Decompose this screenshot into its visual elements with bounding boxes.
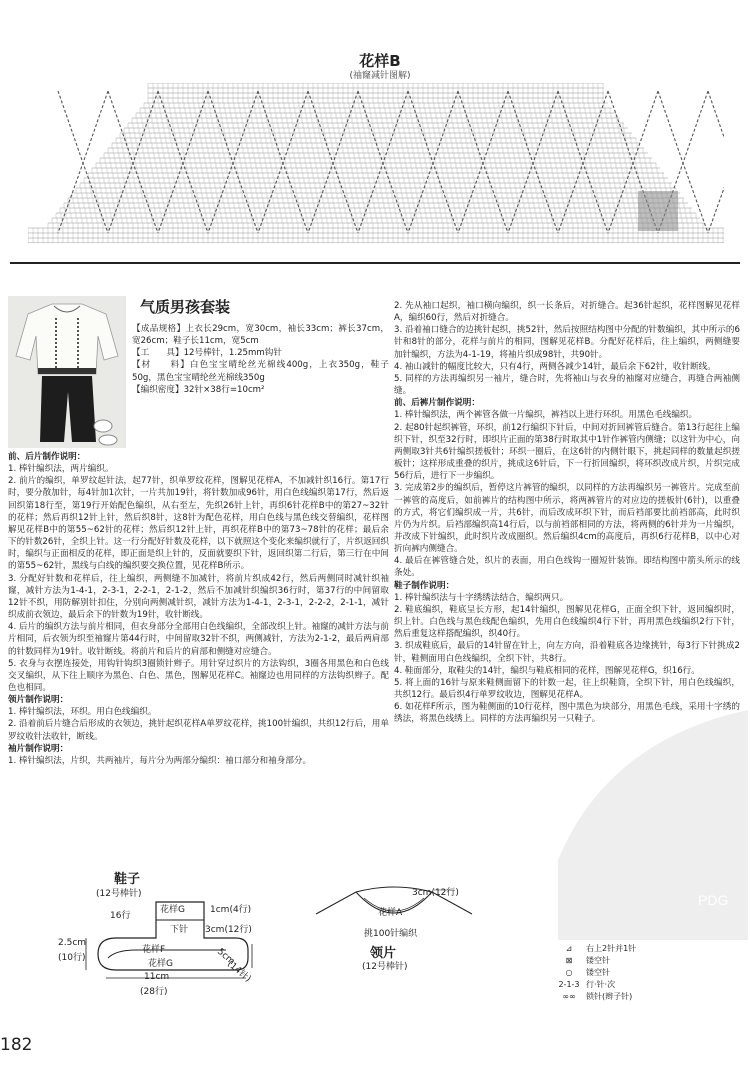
instruction-paragraph: 3. 织成鞋底后，最后的14针留在针上，向左方向，沿着鞋底各边缘挑针，每3行下针挑成2针，鞋侧面用白色线编织，全织下针，共8行。 [394, 641, 740, 664]
section-heading: 领片制作说明： [8, 695, 69, 706]
instruction-paragraph: 4. 鞋面部分，取鞋尖的14针，编织与鞋底相同的花样，图解见花样G，织16行。 [394, 665, 700, 676]
chart-grid-mark [708, 91, 724, 233]
instruction-paragraph: 1. 棒针编织法，片织，共两袖片，每片分为两部分编织：袖口部分和袖身部分。 [8, 755, 312, 766]
chart-grid-mark [308, 91, 358, 233]
watermark [548, 700, 748, 950]
symbol-mark-icon: ∞∞ [562, 991, 576, 1001]
product-photo [8, 296, 126, 448]
shoe-dim-5cm: 5cm [215, 946, 237, 968]
chart-grid-mark [358, 91, 408, 233]
instruction-paragraph: 2. 先从袖口起织，袖口横向编织，织一长条后，对折缝合。起36针起织，花样图解见花样A，编织60行，然后对折缝合。 [394, 301, 740, 324]
symbol-label: 锁针(辫子针) [586, 991, 633, 1001]
instruction-paragraph: 3. 完成第2步的编织后，暂停这片裤管的编织，以同样的方法再编织另一裤管片。完成至前一裤管的高度后，如前裤片的结构图中所示，将两裤管片的对应边的搓板针(6针)，以重叠的方式，将它们编织成一片，共6针，而后改成环织下针，而后裆部要比前裆部高，此时织片仍为片织。后裆部编织高14行后，以与前裆部相同的方法，将两侧的6针并为一片编织，并改成下针编织，此时织片改成圈织。然后编织4cm的高度后，再织6行花样B，以中心对折向裤内侧缝合。 [394, 483, 740, 555]
shoe-dim-10rows: (10行) [58, 953, 86, 963]
collar-dim: 3cm(12行) [412, 888, 459, 898]
instruction-paragraph: 4. 后片的编织方法与前片相同，但衣身部分全部用白色线编织，全部改织上针。袖窿的减针方法与前片相同，后衣领为织至袖窿片第44行时，中间留取32针不织，两侧减针，方法为2-1-2，最后两肩部的针数同样为19针。收针断线。将前片和后片的肩部和侧缝对应缝合。 [8, 622, 389, 657]
symbol-row [552, 954, 692, 966]
symbol-row [552, 978, 692, 990]
symbol-mark-icon: ⊠ [565, 955, 573, 965]
instruction-paragraph: 4. 袖山减针的幅度比较大，只有4行，两侧各减少14针，最后余下62针，收针断线。 [394, 361, 716, 372]
instruction-paragraph: 2. 前片的编织，单罗纹起针法，起77针，织单罗纹花样，图解见花样A，不加减针织16行。第17行时，要分散加针，每4针加1次针，一片共加19针，将针数加成96针，用白色线编织第17行，然后返回织第18行至，第19行开始配色编织，从右至左，先织26针上针，再织6针花样B中的第27~32针的花样；然后再织12针上针，然后织8针，这8针为配色花样，用白色线与黑色线交替编织，花样图解见花样B中的第55~62针的花样；然后织12针上针，再织花样B中的第73~78针的花样；最后余下的针数26针，全织上针。这一行分配好针数及花样，以下就照这个变化来编织就行了，片织返回织时，编织与正面相反的花样，即正面是织上针的，反面就要织下针，返回织第二行后，第三行在中间的第55~62针，黑线与白线的编织要交换位置，见花样B所示。 [8, 476, 389, 572]
spec-tools: 【工 具】12号棒针，1.25mm钩针 [132, 348, 282, 359]
chart-grid-mark [638, 191, 678, 231]
collar-pick-label: 挑100针编织 [364, 929, 418, 939]
chart-grid-mark [508, 91, 558, 233]
spec-size: 【成品规格】上衣长29cm，宽30cm，袖长33cm；裤长37cm，宽26cm；鞋子长11cm，宽5cm [132, 324, 389, 347]
chart-grid-mark [108, 91, 158, 233]
shoe-knit-label: 下针 [170, 925, 189, 935]
shoe-dim-28rows: (28行) [140, 987, 168, 997]
spec-gauge: 【编织密度】32针×38行=10cm² [132, 384, 265, 395]
left-instructions [8, 451, 389, 767]
shoe-pattern-g-bottom: 花样G [148, 959, 173, 969]
chart-title: 花样B [359, 52, 401, 70]
collar-needle: (12号棒针) [362, 962, 408, 972]
spec-block [132, 323, 389, 396]
symbol-label: 镂空针 [586, 955, 610, 965]
instruction-paragraph: 1. 棒针编织法，两片编织。 [8, 464, 114, 475]
instruction-paragraph: 5. 同样的方法再编织另一袖片，缝合时，先将袖山与衣身的袖窿对应缝合，再缝合两袖侧缝。 [394, 373, 740, 397]
symbol-mark-icon: ⊿ [565, 943, 573, 953]
spec-materials: 【材 料】白色宝宝晴纶丝光棉线400g，上衣350g，鞋子50g，黑色宝宝晴纶丝光棉线350g [132, 360, 389, 383]
shoe-needle-label: (12号棒针) [96, 889, 142, 899]
shoe-dim-1cm: 1cm(4行) [210, 905, 252, 915]
shoe-dim-3cm: 3cm(12行) [205, 925, 252, 935]
chart-grid-mark [558, 91, 608, 233]
section-heading: 前、后裤片制作说明： [394, 398, 480, 409]
instruction-paragraph: 5. 将上面的16针与原来鞋侧面留下的针数一起，往上织鞋筒，全织下针，用白色线编织，共织12行。最后织4行单罗纹收边，图解见花样A。 [394, 677, 740, 700]
page-number: 182 [0, 1035, 33, 1055]
symbol-label: 行·针·次 [586, 979, 616, 989]
symbol-mark-icon: ○ [565, 967, 573, 977]
chart-grid-mark [208, 91, 258, 233]
instruction-paragraph: 6. 如花样F所示，图为鞋侧面的10行花样，图中黑色为块部分，用黑色毛线，采用十字绣的绣法，将黑色线绣上。同样的方法再编织另一只鞋子。 [394, 702, 740, 725]
shoe-dim-14sts: (14针) [225, 958, 253, 985]
right-instructions [394, 300, 740, 725]
symbol-label: 镂空针 [586, 967, 610, 977]
shoe-dim-11cm: 11cm [144, 972, 170, 982]
instruction-paragraph: 2. 鞋底编织，鞋底呈长方形，起14针编织，图解见花样G，正面全织下针，返回编织时，织上针。白色线与黑色线配色编织，先用白色线编织4行下针，再用黑色线编织2行下针，然后重复这样搭配编织，织40行。 [394, 604, 740, 640]
instruction-paragraph: 5. 衣身与衣摆连接处，用钩针钩织3圈锁针辫子。用针穿过织片的方法钩织，3圈各用黑色和白色线交叉编织，从下往上顺序为黑色、白色、黑色，图解见花样C。袖窿边也用同样的方法钩织辫子。配色也相同。 [8, 658, 389, 693]
chart-grid-mark [58, 91, 108, 233]
chart-subtitle: (袖窿减针图解) [349, 71, 411, 81]
instruction-paragraph: 3. 沿着袖口缝合的边挑针起织，挑52针，然后按照结构图中分配的针数编织，其中所示的6针和8针的部分，花样与前片的相同，图解见花样B。分配好花样后，往上编织，两侧缝要加针编织，方法为4-1-19，将袖片织成98针，共90针。 [394, 325, 740, 360]
chart-grid-mark [458, 91, 508, 233]
shoe-pattern-g-top: 花样G [160, 905, 185, 915]
section-heading: 前、后片制作说明： [8, 452, 86, 462]
symbol-row [552, 990, 692, 1002]
symbol-row [552, 966, 692, 978]
collar-pattern: 花样A [378, 908, 403, 918]
instruction-paragraph: 4. 最后在裤管缝合处，织片的表面，用白色线钩一圈短针装饰。即结构图中箭头所示的线条处。 [394, 556, 740, 579]
instruction-paragraph: 1. 棒针编织法，环织。用白色线编织。 [8, 707, 157, 718]
shoe-dim-2-5cm: 2.5cm [58, 938, 87, 948]
section-heading: 袖片制作说明： [8, 743, 69, 754]
shoe-pattern-f: 花样F [142, 945, 166, 955]
shoe-diagram-title: 鞋子 [114, 872, 141, 887]
instruction-paragraph: 3. 分配好针数和花样后，往上编织，两侧缝不加减针，将前片织成42行，然后两侧同时减针织袖窿，减针方法为1-4-1，2-3-1，2-2-1，2-1-2，然后不加减针织编织36行时，第37行的中间留取12针不织，用防解别针扣住，分别向两侧减针织，减针方法为1-4-1，2-3-1，2-2-2，2-1-1，减针织成前衣领边，最后余下的针数为19针，收针断线。 [8, 573, 389, 621]
shoe-rows-16: 16行 [110, 911, 131, 921]
knitting-chart-grid [28, 83, 724, 243]
knitting-chart [28, 83, 724, 243]
chart-grid-mark [158, 91, 208, 233]
chart-grid-mark [408, 91, 458, 233]
chart-grid-mark [258, 91, 308, 233]
collar-title: 领片 [370, 946, 397, 961]
instruction-paragraph: 1. 棒针编织法，两个裤管各做一片编织，裤裆以上进行环织。用黑色毛线编织。 [394, 410, 698, 421]
watermark-text: PDG [698, 892, 729, 908]
article-title: 气质男孩套装 [140, 298, 231, 316]
section-divider [10, 262, 740, 264]
instruction-paragraph: 1. 棒针编织法与十字绣绣法结合，编织两只。 [394, 592, 569, 603]
instruction-paragraph: 2. 起80针起织裤管，环织，前12行编织下针后，中间对折回裤管后缝合。第13行起往上编织下针，织至32行时，即织片正面的第38行时取其中1针作裤管内侧缝；以这针为中心，向两侧取3针共6针编织搓板针；环织一圈后，在这6针的内侧针眼下，挑起同样的数量起织搓板针；这样形成重叠的织片，挑成这6针后，下一行折回编织，将环织改成片织，片织完成56行后，进行下一步编织。 [394, 422, 740, 482]
symbol-label: 右上2针并1针 [586, 943, 637, 953]
instruction-paragraph: 2. 沿着前后片缝合后形成的衣领边，挑针起织花样A单罗纹花样，挑100针编织，共织12行后，用单罗纹收针法收针，断线。 [8, 719, 389, 742]
symbol-mark-icon: 2-1-3 [558, 979, 580, 989]
section-heading: 鞋子制作说明： [394, 580, 455, 591]
